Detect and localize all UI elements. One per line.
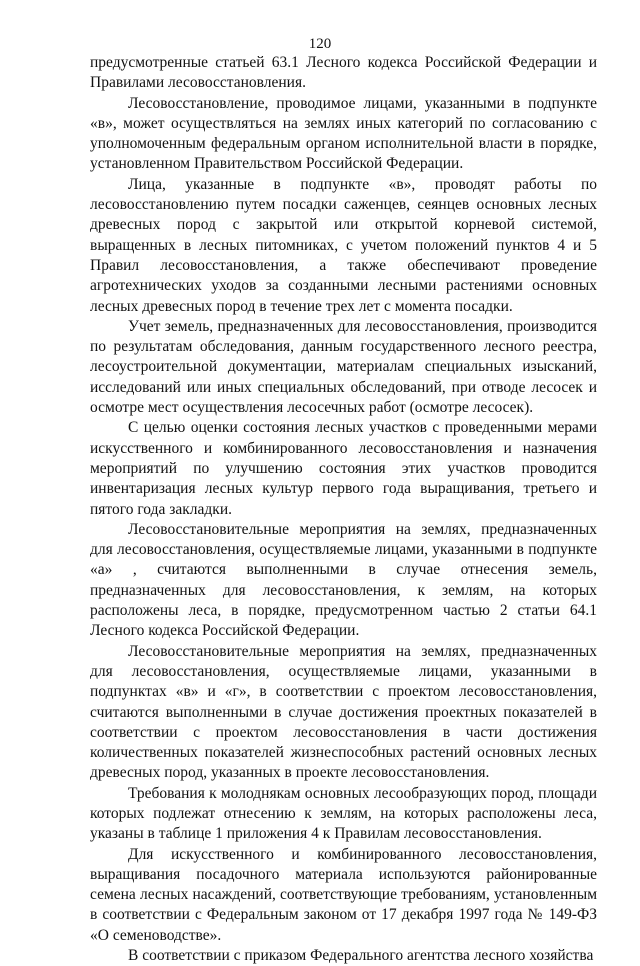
paragraph: Лесовосстановление, проводимое лицами, указанными в подпункте «в», может осуществляться на землях иных категорий по согласованию с уполномоченным федеральным органом исполнительной власти в порядке, установленном Правительством Российской Федерации. xyxy=(90,94,597,173)
paragraph: Лесовосстановительные мероприятия на землях, предназначенных для лесовосстановления, осуществляемые лицами, указанными в подпункте «а» , считаются выполненными в случае отнесения земель, предназначенных для лесовосстановления, к землям, на которых расположены леса, в порядке, предусмотренном частью 2 статьи 64.1 Лесного кодекса Российской Федерации. xyxy=(90,520,597,640)
paragraph: Лица, указанные в подпункте «в», проводят работы по лесовосстановлению путем посадки саженцев, сеянцев основных лесных древесных пород с закрытой или открытой корневой системой, выращенных в лесных питомниках, с учетом положений пунктов 4 и 5 Правил лесовосстановления, а также обеспечивают проведение агротехнических уходов за созданными лесными растениями основных лесных древесных пород в течение трех лет с момента посадки. xyxy=(90,175,597,315)
paragraph: Для искусственного и комбинированного лесовосстановления, выращивания посадочного материала используются районированные семена лесных насаждений, соответствующие требованиям, установленным в соответствии с Федеральным законом от 17 декабря 1997 года № 149-ФЗ «О семеноводстве». xyxy=(90,845,597,944)
paragraph: Учет земель, предназначенных для лесовосстановления, производится по результатам обследования, данным государственного лесного реестра, лесоустроительной документации, материалам специальных изысканий, исследований или иных специальных обследований, при отводе лесосек и осмотре мест осуществления лесосечных работ (осмотре лесосек). xyxy=(90,317,597,417)
body-text xyxy=(90,53,597,966)
page-number: 120 xyxy=(308,36,332,52)
paragraph: предусмотренные статьей 63.1 Лесного кодекса Российской Федерации и Правилами лесовосстановления. xyxy=(90,54,597,92)
paragraph: В соответствии с приказом Федерального агентства лесного хозяйства xyxy=(128,947,594,965)
paragraph: Требования к молоднякам основных лесообразующих пород, площади которых подлежат отнесению к землям, на которых расположены леса, указаны в таблице 1 приложения 4 к Правилам лесовосстановления. xyxy=(90,784,597,843)
paragraph: С целью оценки состояния лесных участков с проведенными мерами искусственного и комбинированного лесовосстановления и назначения мероприятий по улучшению состояния этих участков проводится инвентаризация лесных культур первого года выращивания, третьего и пятого года закладки. xyxy=(90,419,597,518)
paragraph: Лесовосстановительные мероприятия на землях, предназначенных для лесовосстановления, осуществляемые лицами, указанными в подпунктах «в» и «г», в соответствии с проектом лесовосстановления, считаются выполненными в случае достижения проектных показателей в соответствии с проектом лесовосстановления в части достижения количественных показателей жизнеспособных растений основных лесных древесных пород, указанных в проекте лесовосстановления. xyxy=(90,642,597,782)
